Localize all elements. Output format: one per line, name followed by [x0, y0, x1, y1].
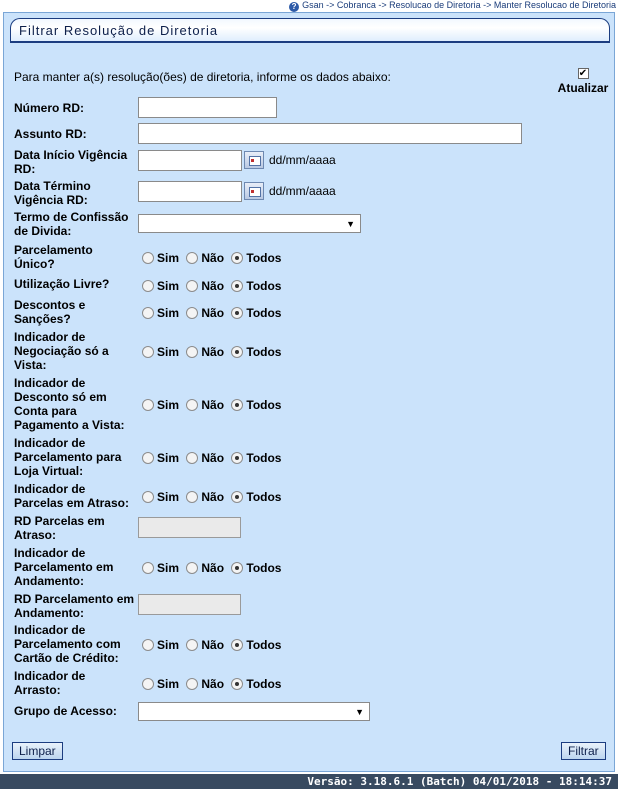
numero-rd-input[interactable]: [138, 97, 277, 118]
radio-option-todos[interactable]: Todos: [231, 677, 281, 691]
radio-option-nao[interactable]: Não: [186, 279, 224, 293]
negociacao-vista-radios: [142, 345, 285, 361]
radio-todos[interactable]: [231, 280, 243, 292]
radio-option-todos[interactable]: Todos: [231, 561, 281, 575]
radio-todos[interactable]: [231, 346, 243, 358]
radio-todos[interactable]: [231, 252, 243, 264]
utilizacao-livre-label: Utilização Livre?: [14, 277, 110, 291]
radio-nao[interactable]: [186, 562, 198, 574]
calendar-icon[interactable]: [244, 182, 264, 200]
parcelas-atraso-label: Indicador de Parcelas em Atraso:: [14, 482, 129, 510]
rd-parcelamento-andamento-input: [138, 594, 241, 615]
parcelamento-cartao-radios: [142, 638, 285, 654]
radio-sim[interactable]: [142, 280, 154, 292]
radio-nao[interactable]: [186, 452, 198, 464]
radio-option-sim[interactable]: Sim: [142, 451, 179, 465]
termo-confissao-label: Termo de Confissão de Divida:: [14, 210, 129, 238]
parcelas-atraso-radios: [142, 490, 285, 506]
radio-option-nao[interactable]: Não: [186, 398, 224, 412]
radio-todos[interactable]: [231, 399, 243, 411]
radio-sim[interactable]: [142, 491, 154, 503]
descontos-sancoes-radios: [142, 306, 285, 322]
assunto-rd-input[interactable]: [138, 123, 522, 144]
radio-sim[interactable]: [142, 452, 154, 464]
rd-parcelas-atraso-label: RD Parcelas em Atraso:: [14, 514, 105, 542]
atualizar-option: [556, 65, 610, 95]
page-title: Filtrar Resolução de Diretoria: [10, 18, 610, 43]
filtrar-button[interactable]: Filtrar: [561, 742, 606, 760]
version-footer: Versão: 3.18.6.1 (Batch) 04/01/2018 - 18:14:37: [0, 774, 618, 789]
atualizar-label: Atualizar: [557, 81, 609, 95]
radio-option-nao[interactable]: Não: [186, 451, 224, 465]
radio-sim[interactable]: [142, 639, 154, 651]
arrasto-label: Indicador de Arrasto:: [14, 669, 86, 697]
radio-todos[interactable]: [231, 491, 243, 503]
radio-nao[interactable]: [186, 491, 198, 503]
radio-option-nao[interactable]: Não: [186, 251, 224, 265]
radio-nao[interactable]: [186, 399, 198, 411]
radio-sim[interactable]: [142, 399, 154, 411]
radio-option-sim[interactable]: Sim: [142, 490, 179, 504]
date-format-hint: dd/mm/aaaa: [269, 153, 336, 167]
radio-todos[interactable]: [231, 562, 243, 574]
radio-option-sim[interactable]: Sim: [142, 306, 179, 320]
radio-option-todos[interactable]: Todos: [231, 251, 281, 265]
radio-todos[interactable]: [231, 678, 243, 690]
radio-nao[interactable]: [186, 252, 198, 264]
negociacao-vista-label: Indicador de Negociação só a Vista:: [14, 330, 109, 372]
intro-text: Para manter a(s) resolução(ões) de diretoria, informe os dados abaixo:: [14, 70, 391, 84]
grupo-acesso-select[interactable]: [138, 702, 370, 721]
radio-todos[interactable]: [231, 639, 243, 651]
radio-option-todos[interactable]: Todos: [231, 306, 281, 320]
radio-sim[interactable]: [142, 678, 154, 690]
data-termino-label: Data Término Vigência RD:: [14, 179, 91, 207]
breadcrumb-text: Gsan -> Cobranca -> Resolucao de Diretoria -> Manter Resolucao de Diretoria: [302, 0, 616, 10]
radio-todos[interactable]: [231, 452, 243, 464]
radio-option-nao[interactable]: Não: [186, 306, 224, 320]
radio-option-sim[interactable]: Sim: [142, 279, 179, 293]
parcelamento-loja-radios: [142, 451, 285, 467]
grupo-acesso-label: Grupo de Acesso:: [14, 704, 117, 718]
radio-todos[interactable]: [231, 307, 243, 319]
help-icon[interactable]: ?: [289, 2, 299, 12]
dropdown-arrow-icon: ▼: [346, 219, 355, 229]
radio-sim[interactable]: [142, 562, 154, 574]
radio-option-sim[interactable]: Sim: [142, 561, 179, 575]
radio-nao[interactable]: [186, 280, 198, 292]
radio-option-sim[interactable]: Sim: [142, 345, 179, 359]
descontos-sancoes-label: Descontos e Sanções?: [14, 298, 86, 326]
radio-option-sim[interactable]: Sim: [142, 251, 179, 265]
radio-option-todos[interactable]: Todos: [231, 638, 281, 652]
data-inicio-input[interactable]: [138, 150, 242, 171]
rd-parcelamento-andamento-label: RD Parcelamento em Andamento:: [14, 592, 135, 620]
parcelamento-unico-label: Parcelamento Único?: [14, 243, 93, 271]
radio-sim[interactable]: [142, 252, 154, 264]
parcelamento-unico-radios: [142, 251, 285, 267]
rd-parcelas-atraso-input: [138, 517, 241, 538]
parcelamento-andamento-label: Indicador de Parcelamento em Andamento:: [14, 546, 114, 588]
radio-sim[interactable]: [142, 307, 154, 319]
radio-nao[interactable]: [186, 307, 198, 319]
parcelamento-andamento-radios: [142, 561, 285, 577]
desconto-conta-radios: [142, 398, 285, 414]
dropdown-arrow-icon: ▼: [355, 707, 364, 717]
desconto-conta-label: Indicador de Desconto só em Conta para Pagamento a Vista:: [14, 376, 125, 432]
calendar-icon[interactable]: [244, 151, 264, 169]
date-format-hint: dd/mm/aaaa: [269, 184, 336, 198]
radio-option-nao[interactable]: Não: [186, 345, 224, 359]
parcelamento-cartao-label: Indicador de Parcelamento com Cartão de Crédito:: [14, 623, 121, 665]
data-termino-input[interactable]: [138, 181, 242, 202]
parcelamento-loja-label: Indicador de Parcelamento para Loja Virtual:: [14, 436, 122, 478]
numero-rd-label: Número RD:: [14, 101, 85, 115]
radio-option-nao[interactable]: Não: [186, 677, 224, 691]
assunto-rd-label: Assunto RD:: [14, 127, 87, 141]
breadcrumb: [0, 0, 618, 12]
atualizar-checkbox[interactable]: ✔: [578, 68, 588, 79]
radio-option-todos[interactable]: Todos: [231, 345, 281, 359]
utilizacao-livre-radios: [142, 279, 285, 295]
radio-option-sim[interactable]: Sim: [142, 638, 179, 652]
radio-option-todos[interactable]: Todos: [231, 451, 281, 465]
radio-option-nao[interactable]: Não: [186, 561, 224, 575]
radio-nao[interactable]: [186, 639, 198, 651]
data-inicio-label: Data Início Vigência RD:: [14, 148, 128, 176]
arrasto-radios: [142, 677, 285, 693]
radio-option-sim[interactable]: Sim: [142, 398, 179, 412]
limpar-button[interactable]: Limpar: [12, 742, 63, 760]
radio-nao[interactable]: [186, 678, 198, 690]
radio-option-nao[interactable]: Não: [186, 638, 224, 652]
radio-option-sim[interactable]: Sim: [142, 677, 179, 691]
radio-sim[interactable]: [142, 346, 154, 358]
radio-option-todos[interactable]: Todos: [231, 279, 281, 293]
radio-nao[interactable]: [186, 346, 198, 358]
filter-panel: [3, 12, 615, 772]
termo-confissao-select[interactable]: [138, 214, 361, 233]
radio-option-todos[interactable]: Todos: [231, 490, 281, 504]
radio-option-todos[interactable]: Todos: [231, 398, 281, 412]
radio-option-nao[interactable]: Não: [186, 490, 224, 504]
